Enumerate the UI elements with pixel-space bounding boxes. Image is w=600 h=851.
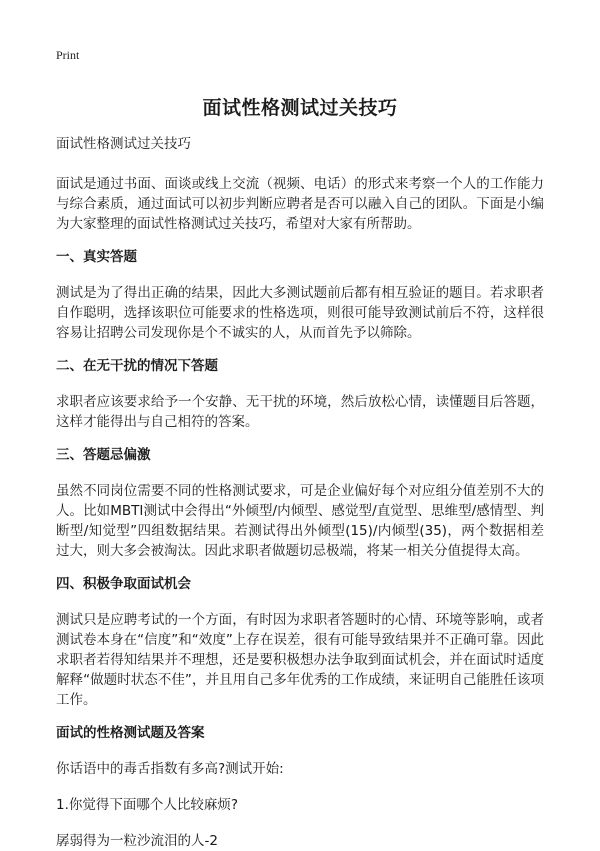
section-heading-2: 二、在无干扰的情况下答题 [56, 358, 218, 374]
section-heading-3: 三、答题忌偏激 [56, 447, 151, 463]
section-body-2: 求职者应该要求给予一个安静、无干扰的环境，然后放松心情，读懂题目后答题，这样才能得出与自己相符的答案。 [56, 394, 544, 430]
section-body-1: 测试是为了得出正确的结果，因此大多测试题前后都有相互验证的题目。若求职者自作聪明，选择该职位可能要求的性格选项，则很可能导致测试前后不符，这样很容易让招聘公司发现你是个不诚实的人，从而首先予以筛除。 [56, 285, 544, 341]
quiz-question-1: 1.你觉得下面哪个人比较麻烦? [56, 797, 239, 813]
document-subtitle: 面试性格测试过关技巧 [56, 136, 191, 152]
section-heading-1: 一、真实答题 [56, 249, 137, 265]
section-body-3: 虽然不同岗位需要不同的性格测试要求，可是企业偏好每个对应组分值差别不大的人。比如MBTI测试中会得出“外倾型/内倾型、感觉型/直觉型、思维型/感情型、判断型/知觉型”四组数据结果。若测试得出外倾型(15)/内倾型(35)，两个数据相差过大，则大多会被淘汰。因此求职者做题切忌极端，将某一相关分值提得太高。 [56, 483, 544, 559]
section-body-4: 测试只是应聘考试的一个方面，有时因为求职者答题时的心情、环境等影响，或者测试卷本身在“信度”和“效度”上存在误差，很有可能导致结果并不正确可靠。因此求职者若得知结果并不理想，还是要积极想办法争取到面试机会，并在面试时适度解释“做题时状态不佳”，并且用自己多年优秀的工作成绩，来证明自己能胜任该项工作。 [56, 612, 544, 708]
print-link[interactable]: Print [56, 48, 80, 62]
section-heading-4: 四、积极争取面试机会 [56, 576, 191, 592]
quiz-intro: 你话语中的毒舌指数有多高?测试开始: [56, 761, 284, 777]
quiz-heading: 面试的性格测试题及答案 [56, 725, 205, 741]
page-title: 面试性格测试过关技巧 [202, 97, 398, 119]
quiz-option-1: 孱弱得为一粒沙流泪的人-2 [56, 833, 218, 849]
intro-paragraph: 面试是通过书面、面谈或线上交流（视频、电话）的形式来考察一个人的工作能力与综合素质，通过面试可以初步判断应聘者是否可以融入自己的团队。下面是小编为大家整理的面试性格测试过关技巧，希望对大家有所帮助。 [56, 176, 544, 232]
